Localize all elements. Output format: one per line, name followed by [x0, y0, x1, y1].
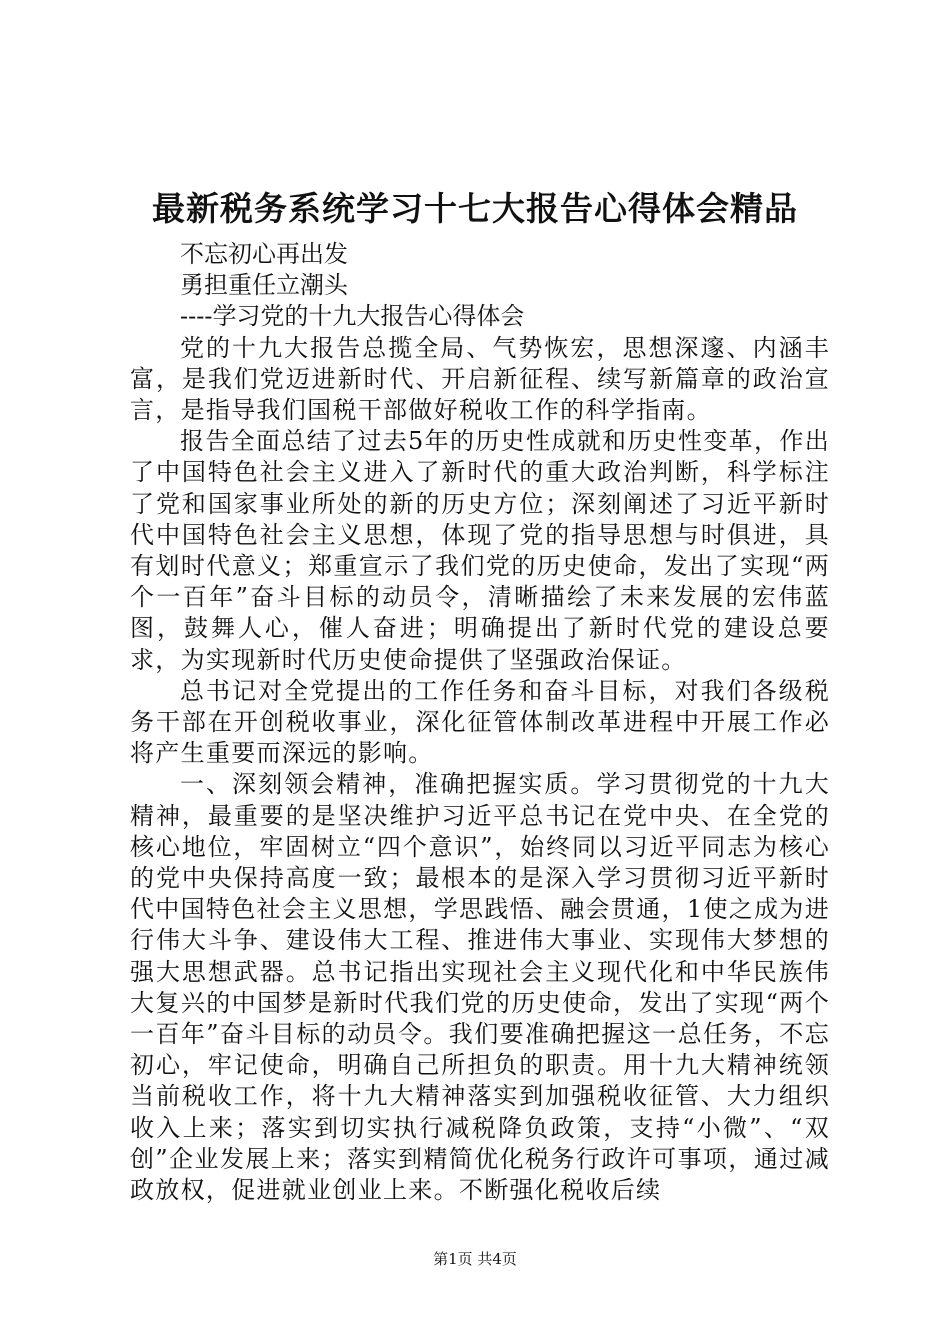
subtitle-line-3: ----学习党的十九大报告心得体会: [180, 302, 525, 331]
paragraph-1: 党的十九大报告总揽全局、气势恢宏，思想深邃、内涵丰富，是我们党迈进新时代、开启新征程、续写新篇章的政治宣言，是指导我们国税干部做好税收工作的科学指南。: [130, 333, 830, 425]
paragraph-3: 总书记对全党提出的工作任务和奋斗目标，对我们各级税务干部在开创税收事业，深化征管体制改革进程中开展工作必将产生重要而深远的影响。: [130, 676, 830, 768]
paragraph-4: 一、深刻领会精神，准确把握实质。学习贯彻党的十九大精神，最重要的是坚决维护习近平总书记在党中央、在全党的核心地位，牢固树立“四个意识”，始终同以习近平同志为核心的党中央保持高度一致；最根本的是深入学习贯彻习近平新时代中国特色社会主义思想，学思践悟、融会贯通，1使之成为进行伟大斗争、建设伟大工程、推进伟大事业、实现伟大梦想的强大思想武器。总书记指出实现社会主义现代化和中华民族伟大复兴的中国梦是新时代我们党的历史使命，发出了实现“两个一百年”奋斗目标的动员令。我们要准确把握这一总任务，不忘初心，牢记使命，明确自己所担负的职责。用十九大精神统领当前税收工作，将十九大精神落实到加强税收征管、大力组织收入上来；落实到切实执行减税降负政策，支持“小微”、“双创”企业发展上来；落实到精简优化税务行政许可事项，通过减政放权，促进就业创业上来。不断强化税收后续: [130, 770, 830, 1205]
paragraph-2: 报告全面总结了过去5年的历史性成就和历史性变革，作出了中国特色社会主义进入了新时代的重大政治判断，科学标注了党和国家事业所处的新的历史方位；深刻阐述了习近平新时代中国特色社会主义思想，体现了党的指导思想与时俱进，具有划时代意义；郑重宣示了我们党的历史使命，发出了实现“两个一百年”奋斗目标的动员令，清晰描绘了未来发展的宏伟蓝图，鼓舞人心，催人奋进；明确提出了新时代党的建设总要求，为实现新时代历史使命提供了坚强政治保证。: [130, 427, 830, 674]
document-body: [130, 239, 830, 1206]
page-footer: 第1页 共4页: [433, 1250, 517, 1268]
subtitle-line-1: 不忘初心再出发: [180, 240, 348, 268]
document-title: 最新税务系统学习十七大报告心得体会精品: [152, 189, 798, 228]
subtitle-line-2: 勇担重任立潮头: [180, 271, 348, 300]
